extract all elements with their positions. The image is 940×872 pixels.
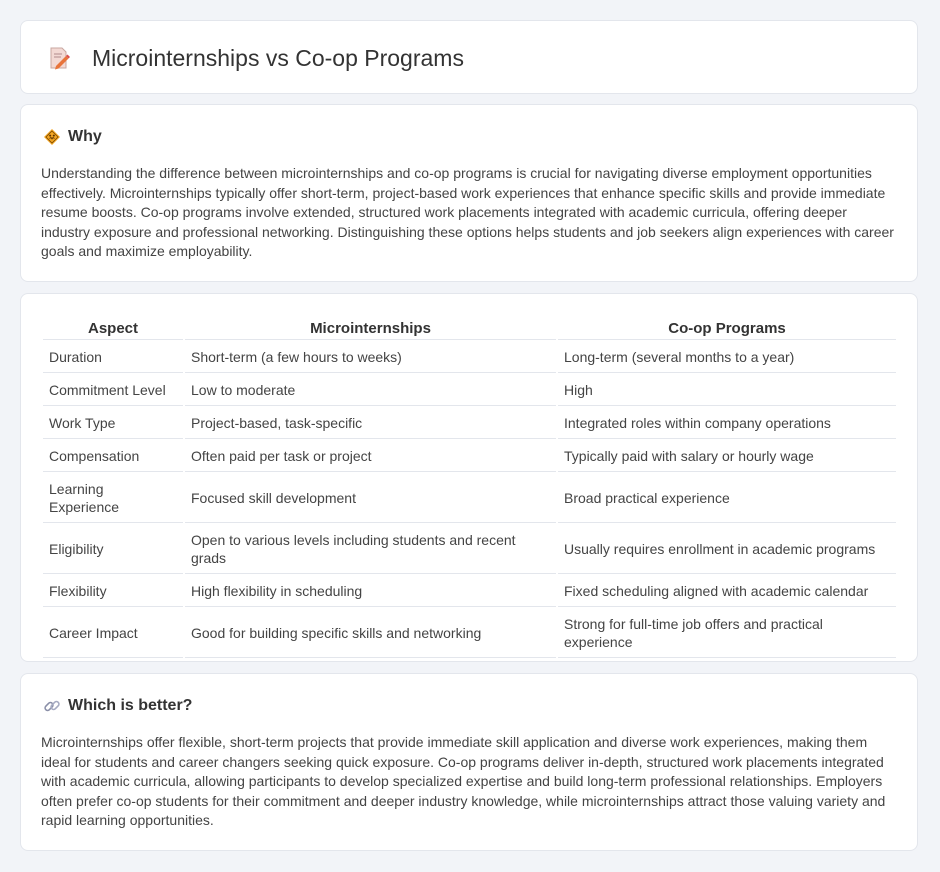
cell-aspect: Flexibility: [43, 576, 183, 607]
table-row: [43, 408, 896, 439]
cell-microinternships: Good for building specific skills and networking: [185, 609, 556, 658]
which-is-better-section: [20, 673, 918, 851]
table-row: [43, 609, 896, 658]
table-row: [43, 525, 896, 574]
cell-aspect: Work Type: [43, 408, 183, 439]
why-heading-row: [43, 127, 102, 147]
comparison-table: [41, 314, 898, 660]
why-text: Understanding the difference between microinternships and co-op programs is crucial for navigating diverse employment opportunities effectively. Microinternships typically offer short-term, project-based work experiences that enhance specific skills and provide immediate resume boosts. Co-op programs involve extended, structured work placements integrated with academic curricula, offering deeper industry exposure and professional networking. Distinguishing these options helps students and job seekers align experiences with career goals and maximize employability.: [41, 165, 894, 259]
comparison-section: [20, 293, 918, 662]
cell-aspect: Commitment Level: [43, 375, 183, 406]
cell-co-op: Long-term (several months to a year): [558, 342, 896, 373]
cell-microinternships: Short-term (a few hours to weeks): [185, 342, 556, 373]
cell-co-op: Strong for full-time job offers and practical experience: [558, 609, 896, 658]
table-row: [43, 576, 896, 607]
cell-co-op: Usually requires enrollment in academic programs: [558, 525, 896, 574]
why-heading: Why: [68, 128, 102, 145]
table-row: [43, 342, 896, 373]
cell-microinternships: Project-based, task-specific: [185, 408, 556, 439]
cell-co-op: Fixed scheduling aligned with academic calendar: [558, 576, 896, 607]
link-icon: [43, 697, 61, 715]
cell-aspect: Duration: [43, 342, 183, 373]
diamond-sign-icon: [43, 128, 61, 146]
column-header-co-op: Co-op Programs: [558, 316, 896, 340]
cell-co-op: High: [558, 375, 896, 406]
cell-co-op: Integrated roles within company operations: [558, 408, 896, 439]
cell-co-op: Broad practical experience: [558, 474, 896, 523]
cell-microinternships: Focused skill development: [185, 474, 556, 523]
cell-co-op: Typically paid with salary or hourly wage: [558, 441, 896, 472]
better-text: Microinternships offer flexible, short-term projects that provide immediate skill application and diverse work experiences, making them ideal for students and career changers seeking quick exposure. Co-op programs deliver in-depth, structured work placements integrated with academic curricula, allowing participants to develop specialized expertise and build long-term professional relationships. Employers often prefer co-op students for their commitment and deeper industry knowledge, while microinternships attract those valuing variety and rapid learning opportunities.: [41, 734, 886, 828]
table-header-row: [43, 316, 896, 340]
cell-microinternships: Open to various levels including students and recent grads: [185, 525, 556, 574]
cell-aspect: Eligibility: [43, 525, 183, 574]
better-heading: Which is better?: [68, 697, 193, 714]
column-header-microinternships: Microinternships: [185, 316, 556, 340]
better-heading-row: [43, 696, 192, 716]
column-header-aspect: Aspect: [43, 316, 183, 340]
title-card: [20, 20, 918, 94]
document-pencil-icon: [47, 46, 71, 70]
cell-microinternships: Often paid per task or project: [185, 441, 556, 472]
table-row: [43, 441, 896, 472]
cell-microinternships: Low to moderate: [185, 375, 556, 406]
cell-aspect: Learning Experience: [43, 474, 183, 523]
page-title: Microinternships vs Co-op Programs: [92, 45, 464, 71]
table-row: [43, 474, 896, 523]
why-section: [20, 104, 918, 282]
cell-aspect: Compensation: [43, 441, 183, 472]
cell-microinternships: High flexibility in scheduling: [185, 576, 556, 607]
cell-aspect: Career Impact: [43, 609, 183, 658]
table-row: [43, 375, 896, 406]
